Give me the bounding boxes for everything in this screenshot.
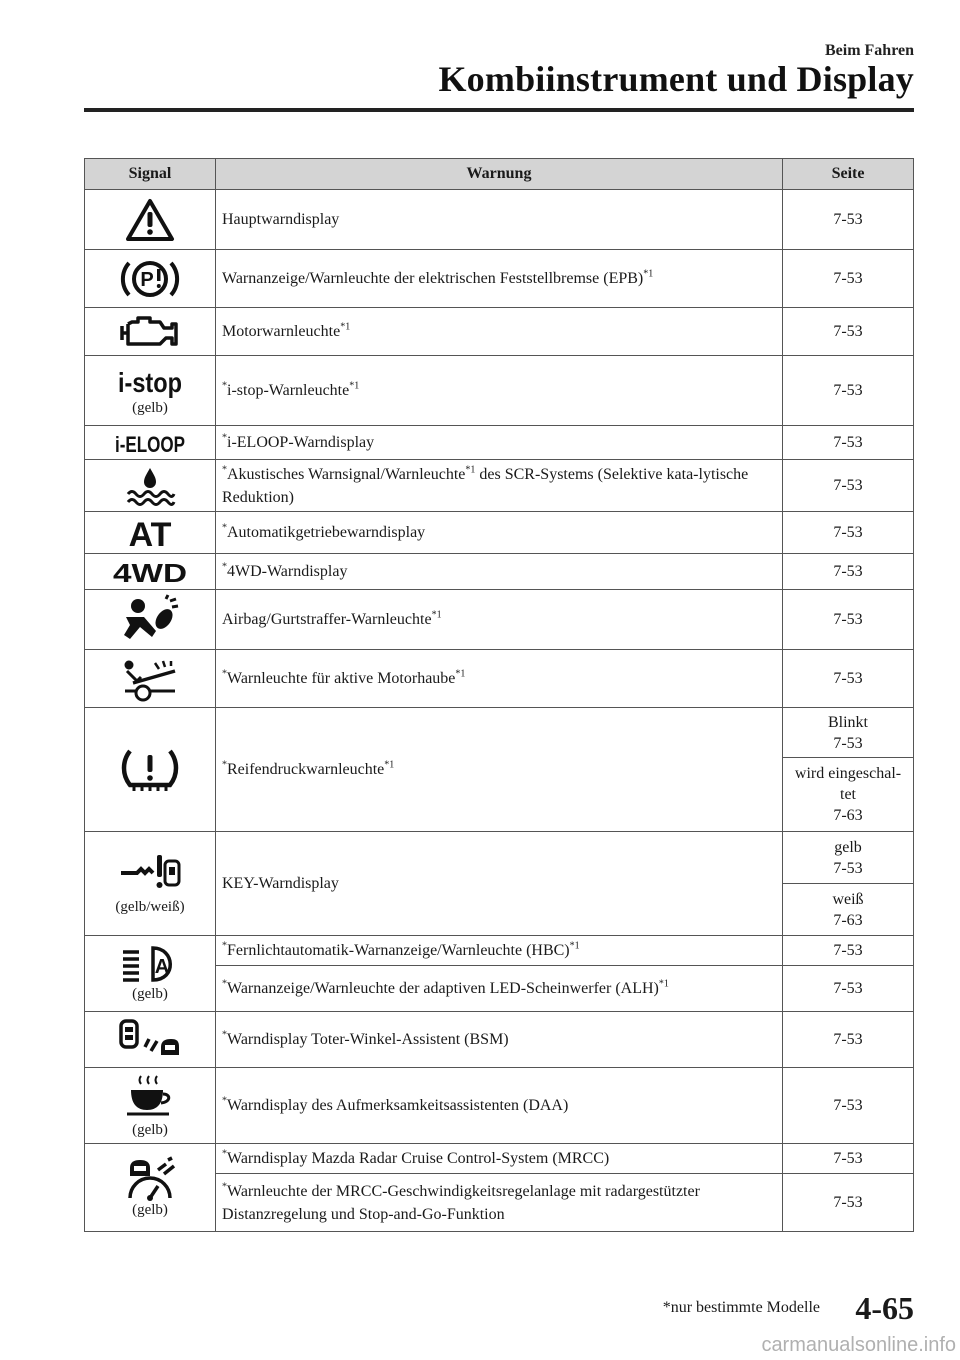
svg-text:P: P bbox=[140, 268, 154, 291]
page-ref: 7-53 bbox=[783, 554, 914, 590]
table-row bbox=[85, 426, 914, 460]
warning-cell: *i-stop-Warnleuchte$^{*1}$ bbox=[216, 356, 783, 426]
signal-cell bbox=[85, 512, 216, 554]
signal-cell bbox=[85, 426, 216, 460]
page-ref: 7-53 bbox=[783, 308, 914, 356]
4wd-icon bbox=[110, 557, 190, 588]
engine-warning-icon bbox=[118, 314, 182, 350]
signal-color-note: (gelb/weiß) bbox=[115, 899, 185, 915]
coffee-cup-icon bbox=[125, 1072, 175, 1120]
i-stop-icon-label: i-stop bbox=[118, 367, 182, 398]
page-ref: 7-53 bbox=[783, 650, 914, 708]
blind-spot-icon bbox=[117, 1017, 183, 1063]
table-row bbox=[85, 308, 914, 356]
table-row bbox=[85, 1012, 914, 1068]
signal-cell bbox=[85, 590, 216, 650]
warning-cell: *Reifendruckwarnleuchte$^{*1}$ bbox=[216, 708, 783, 832]
i-eloop-icon-label: i-ELOOP bbox=[115, 431, 185, 457]
signal-color-note: (gelb) bbox=[132, 1202, 168, 1218]
page-title: Kombiinstrument und Display bbox=[438, 59, 914, 99]
page-number: 4-65 bbox=[855, 1290, 914, 1326]
table-row bbox=[85, 512, 914, 554]
airbag-icon bbox=[120, 597, 180, 643]
at-icon-label: AT bbox=[128, 515, 172, 554]
page-ref: 7-53 bbox=[783, 966, 914, 1012]
warning-cell: *Fernlichtautomatik-Warnanzeige/Warnleuchte (HBC)$^{*1}$ bbox=[216, 936, 783, 966]
page-ref: 7-53 bbox=[783, 460, 914, 512]
active-bonnet-icon bbox=[119, 657, 181, 701]
page-ref: 7-53 bbox=[783, 1068, 914, 1144]
page-ref: 7-53 bbox=[783, 512, 914, 554]
page-ref: 7-53 bbox=[783, 590, 914, 650]
table-row bbox=[85, 708, 914, 758]
i-stop-icon bbox=[115, 364, 185, 398]
signal-cell bbox=[85, 554, 216, 590]
warning-cell: *4WD-Warndisplay bbox=[216, 554, 783, 590]
warning-cell: Motorwarnleuchte$^{*1}$ bbox=[216, 308, 783, 356]
signal-cell bbox=[85, 356, 216, 426]
table-row bbox=[85, 832, 914, 884]
warning-cell: *Automatikgetriebewarndisplay bbox=[216, 512, 783, 554]
column-header-page: Seite bbox=[783, 159, 914, 190]
column-header-warning: Warnung bbox=[216, 159, 783, 190]
signal-cell bbox=[85, 1068, 216, 1144]
page-ref: 7-53 bbox=[783, 1144, 914, 1174]
warning-cell: Airbag/Gurtstraffer-Warnleuchte$^{*1}$ bbox=[216, 590, 783, 650]
page-ref: 7-53 bbox=[783, 250, 914, 308]
page-ref: 7-53 bbox=[783, 356, 914, 426]
page-ref: 7-53 bbox=[783, 1174, 914, 1232]
signal-color-note: (gelb) bbox=[132, 1122, 168, 1138]
at-icon bbox=[120, 515, 180, 554]
tire-pressure-icon bbox=[120, 745, 180, 795]
table-row bbox=[85, 460, 914, 512]
table-header-row bbox=[85, 159, 914, 190]
table-row bbox=[85, 936, 914, 966]
table-row bbox=[85, 1144, 914, 1174]
warning-cell: KEY-Warndisplay bbox=[216, 832, 783, 936]
warning-cell: *Akustisches Warnsignal/Warnleuchte$^{*1}$ des SCR-Systems (Selektive kata-lytische Reduktion) bbox=[216, 460, 783, 512]
warning-cell: *i-ELOOP-Warndisplay bbox=[216, 426, 783, 460]
warning-cell: *Warnleuchte der MRCC-Geschwindigkeitsregelanlage mit radargestützter Distanzregelung und Stop-and-Go-Funktion bbox=[216, 1174, 783, 1232]
page-ref: Blinkt 7-53 bbox=[783, 708, 914, 758]
epb-warning-icon bbox=[117, 255, 183, 303]
page-ref: 7-53 bbox=[783, 426, 914, 460]
table-row bbox=[85, 250, 914, 308]
high-beam-auto-icon-label: A bbox=[154, 956, 170, 978]
page-ref: 7-53 bbox=[783, 1012, 914, 1068]
scr-warning-icon bbox=[122, 466, 178, 506]
table-row bbox=[85, 554, 914, 590]
page-ref: 7-53 bbox=[783, 936, 914, 966]
page-ref: wird eingeschal-tet 7-63 bbox=[783, 758, 914, 832]
key-warning-icon bbox=[117, 851, 183, 897]
footnote: *nur bestimmte Modelle bbox=[662, 1299, 820, 1316]
section-label: Beim Fahren bbox=[824, 42, 914, 59]
signal-cell bbox=[85, 308, 216, 356]
warning-cell: *Warndisplay Toter-Winkel-Assistent (BSM) bbox=[216, 1012, 783, 1068]
warning-cell: *Warnleuchte für aktive Motorhaube$^{*1}$ bbox=[216, 650, 783, 708]
radar-cruise-icon bbox=[122, 1156, 178, 1200]
table-row bbox=[85, 356, 914, 426]
warning-cell: *Warndisplay Mazda Radar Cruise Control-System (MRCC) bbox=[216, 1144, 783, 1174]
signal-cell bbox=[85, 832, 216, 936]
master-warning-icon bbox=[125, 198, 175, 242]
high-beam-auto-icon bbox=[119, 944, 181, 984]
signal-color-note: (gelb) bbox=[132, 400, 168, 416]
signal-color-note: (gelb) bbox=[132, 986, 168, 1002]
signal-cell bbox=[85, 460, 216, 512]
signal-cell bbox=[85, 190, 216, 250]
signal-cell bbox=[85, 650, 216, 708]
table-row bbox=[85, 190, 914, 250]
4wd-icon-label: 4WD bbox=[113, 557, 187, 588]
signal-cell bbox=[85, 1144, 216, 1232]
signal-cell bbox=[85, 250, 216, 308]
warning-signal-table bbox=[84, 158, 914, 1232]
signal-cell bbox=[85, 1012, 216, 1068]
page-ref: gelb 7-53 bbox=[783, 832, 914, 884]
warning-cell: Warnanzeige/Warnleuchte der elektrischen Feststellbremse (EPB)$^{*1}$ bbox=[216, 250, 783, 308]
signal-cell bbox=[85, 936, 216, 1012]
table-row bbox=[85, 650, 914, 708]
warning-cell: Hauptwarndisplay bbox=[216, 190, 783, 250]
page-ref: weiß 7-63 bbox=[783, 884, 914, 936]
page-ref: 7-53 bbox=[783, 190, 914, 250]
watermark: carmanualsonline.info bbox=[761, 1334, 956, 1356]
column-header-signal: Signal bbox=[85, 159, 216, 190]
signal-cell bbox=[85, 708, 216, 832]
warning-cell: *Warndisplay des Aufmerksamkeitsassistenten (DAA) bbox=[216, 1068, 783, 1144]
i-eloop-icon bbox=[113, 431, 187, 455]
warning-cell: *Warnanzeige/Warnleuchte der adaptiven LED-Scheinwerfer (ALH)$^{*1}$ bbox=[216, 966, 783, 1012]
table-row bbox=[85, 1068, 914, 1144]
header-rule bbox=[84, 108, 914, 112]
table-row bbox=[85, 590, 914, 650]
